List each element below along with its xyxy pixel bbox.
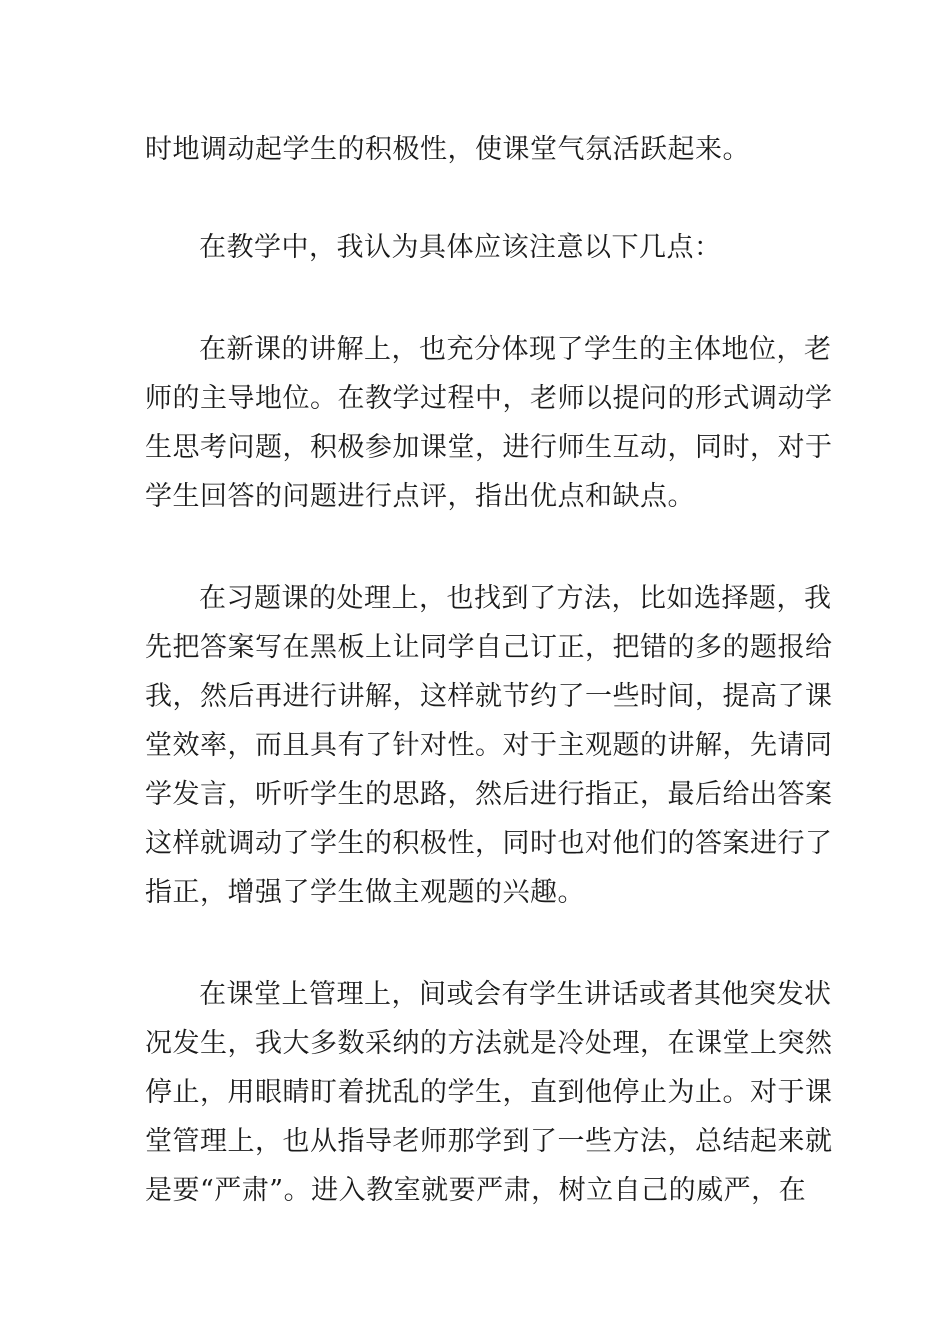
paragraph-line: 这样就调动了学生的积极性，同时也对他们的答案进行了 <box>145 828 833 859</box>
paragraph-line: 停止，用眼睛盯着扰乱的学生，直到他停止为止。对于课 <box>145 1077 833 1108</box>
paragraph-line: 在课堂上管理上，间或会有学生讲话或者其他突发状 <box>199 979 832 1010</box>
paragraph-line: 堂管理上，也从指导老师那学到了一些方法，总结起来就 <box>145 1126 833 1157</box>
paragraph-line: 师的主导地位。在教学过程中，老师以提问的形式调动学 <box>145 383 833 414</box>
paragraph-line: 在新课的讲解上，也充分体现了学生的主体地位，老 <box>199 334 832 365</box>
paragraph-line: 学生回答的问题进行点评，指出优点和缺点。 <box>145 481 695 512</box>
text-line: 在教学中，我认为具体应该注意以下几点： <box>199 232 722 263</box>
text-line: 时地调动起学生的积极性，使课堂气氛活跃起来。 <box>145 134 750 165</box>
paragraph-line: 学发言，听听学生的思路，然后进行指正，最后给出答案 <box>145 779 833 810</box>
paragraph-line: 在习题课的处理上，也找到了方法，比如选择题，我 <box>199 583 832 614</box>
paragraph-line: 我，然后再进行讲解，这样就节约了一些时间，提高了课 <box>145 681 833 712</box>
paragraph-line: 生思考问题，积极参加课堂，进行师生互动，同时，对于 <box>145 432 833 463</box>
paragraph-line: 先把答案写在黑板上让同学自己订正，把错的多的题报给 <box>145 632 833 663</box>
paragraph-line: 况发生，我大多数采纳的方法就是冷处理，在课堂上突然 <box>145 1028 833 1059</box>
paragraph-line: 是要“严肃”。进入教室就要严肃，树立自己的威严，在 <box>145 1175 807 1206</box>
paragraph-line: 堂效率，而且具有了针对性。对于主观题的讲解，先请同 <box>145 730 833 761</box>
paragraph-line: 指正，增强了学生做主观题的兴趣。 <box>145 877 585 908</box>
